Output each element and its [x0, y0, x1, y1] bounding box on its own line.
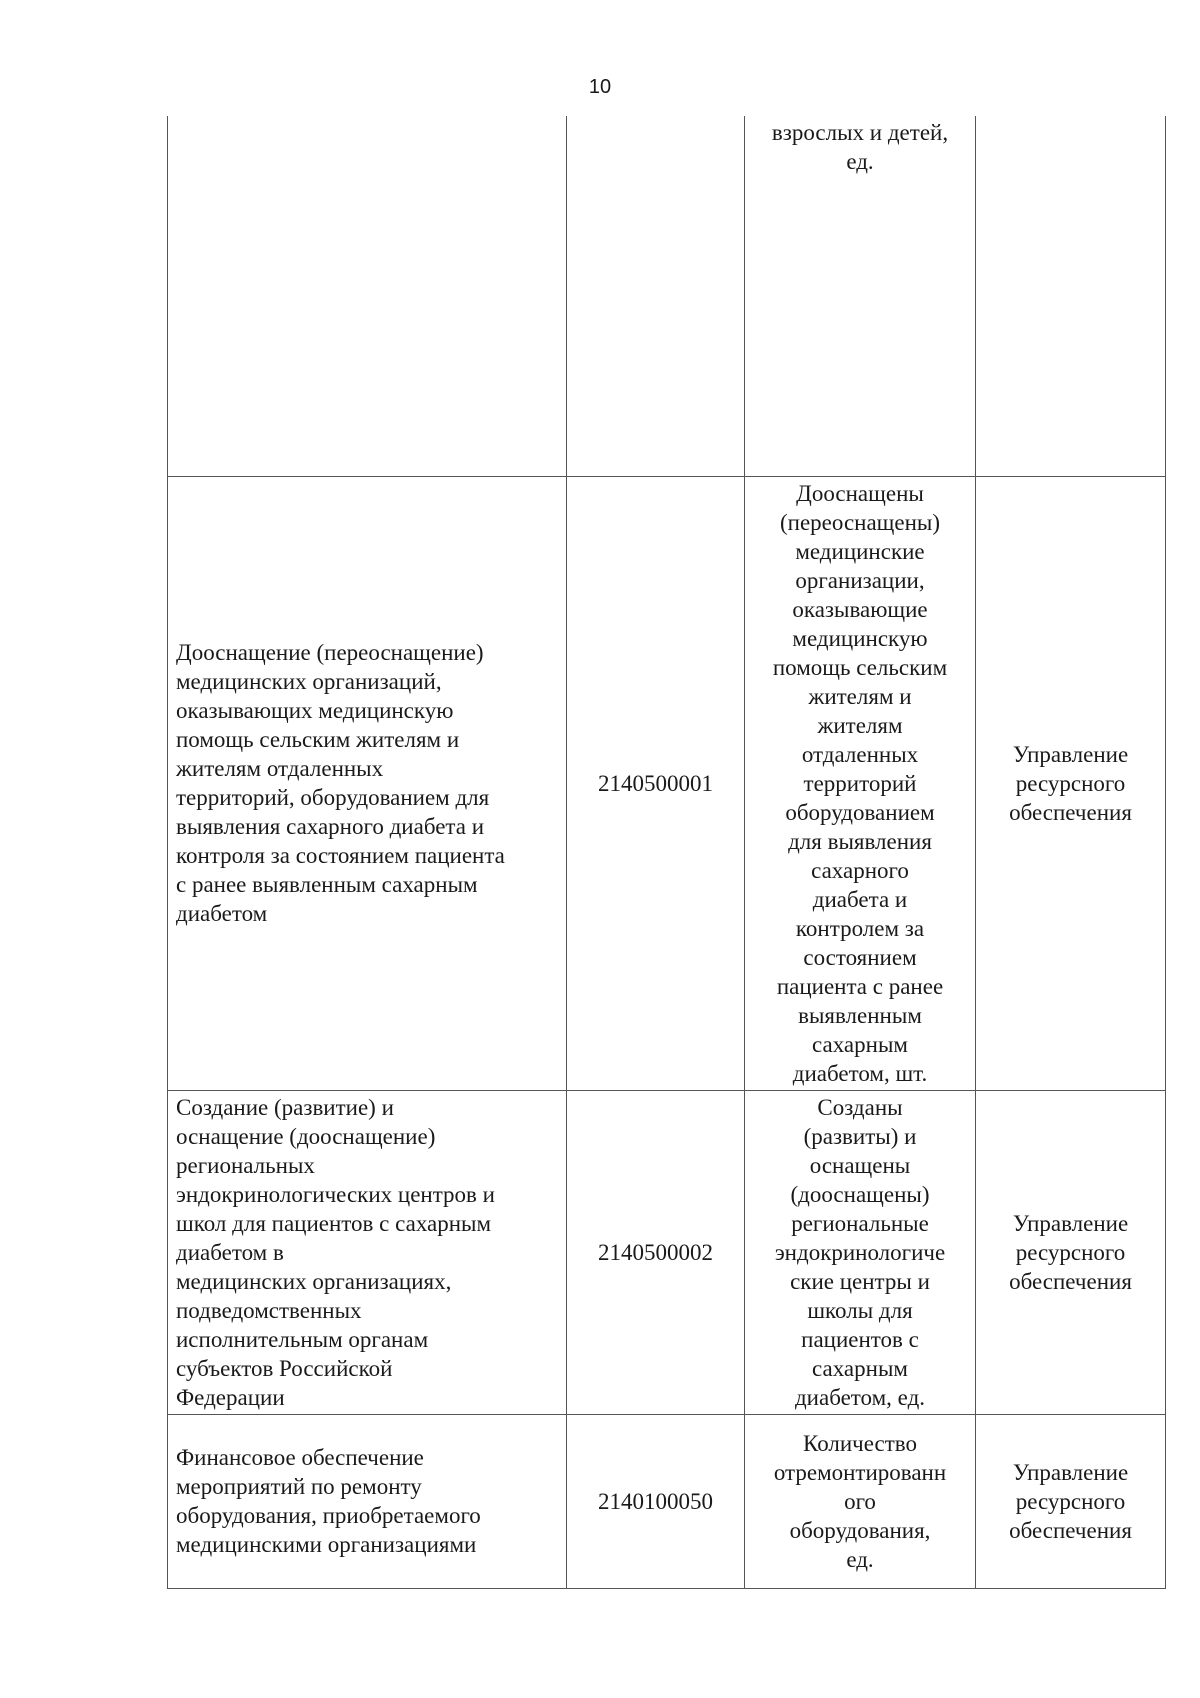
responsible-cell	[976, 1414, 1166, 1588]
indicator-cell	[745, 1090, 976, 1414]
table-row	[168, 476, 1166, 1090]
page-number: 10	[588, 76, 612, 98]
activity-code: 2140500002	[598, 1239, 713, 1265]
table-row	[168, 1414, 1166, 1588]
code-cell	[567, 116, 745, 476]
table-row	[168, 116, 1166, 476]
responsible-text: Управление ресурсного обеспечения	[1009, 741, 1132, 825]
code-cell	[567, 1414, 745, 1588]
indicator-text: Дооснащены (переоснащены) медицинские организации, оказывающие медицинскую помощь сельским жителям и жителям отдаленных территорий оборудованием для выявления сахарного диабета и контролем за состоянием пациента с ранее выявленным сахарным диабетом, шт.	[772, 480, 948, 1086]
activity-name: Создание (развитие) и оснащение (дооснащение) региональных эндокринологических центров и школ для пациентов с сахарным диабетом в медицинских организациях, подведомственных исполнительным органам субъектов Российской Федерации	[176, 1094, 495, 1410]
code-cell	[567, 1090, 745, 1414]
activities-table	[167, 116, 1166, 1589]
table-row	[168, 1090, 1166, 1414]
responsible-cell	[976, 476, 1166, 1090]
indicator-text: Созданы (развиты) и оснащены (дооснащены) региональные эндокринологиче ские центры и школы для пациентов с сахарным диабетом, ед.	[774, 1094, 946, 1410]
responsible-cell	[976, 1090, 1166, 1414]
indicator-text: Количество отремонтированн ого оборудования, ед.	[773, 1430, 947, 1572]
indicator-text: взрослых и детей, ед.	[771, 120, 949, 174]
activity-code: 2140100050	[598, 1488, 713, 1514]
activity-name-cell	[168, 1414, 567, 1588]
activity-name-cell	[168, 1090, 567, 1414]
responsible-text: Управление ресурсного обеспечения	[1009, 1210, 1132, 1294]
activity-name: Дооснащение (переоснащение) медицинских организаций, оказывающих медицинскую помощь сельским жителям и жителям отдаленных территорий, оборудованием для выявления сахарного диабета и контроля за состоянием пациента с ранее выявленным сахарным диабетом	[176, 640, 505, 926]
activity-code: 2140500001	[598, 770, 713, 796]
code-cell	[567, 476, 745, 1090]
indicator-cell	[745, 476, 976, 1090]
responsible-cell	[976, 116, 1166, 476]
activity-name-cell	[168, 116, 567, 476]
activity-name-cell	[168, 476, 567, 1090]
indicator-cell	[745, 116, 976, 476]
responsible-text: Управление ресурсного обеспечения	[1009, 1459, 1132, 1543]
activity-name: Финансовое обеспечение мероприятий по ремонту оборудования, приобретаемого медицинскими организациями	[176, 1445, 481, 1557]
indicator-cell	[745, 1414, 976, 1588]
